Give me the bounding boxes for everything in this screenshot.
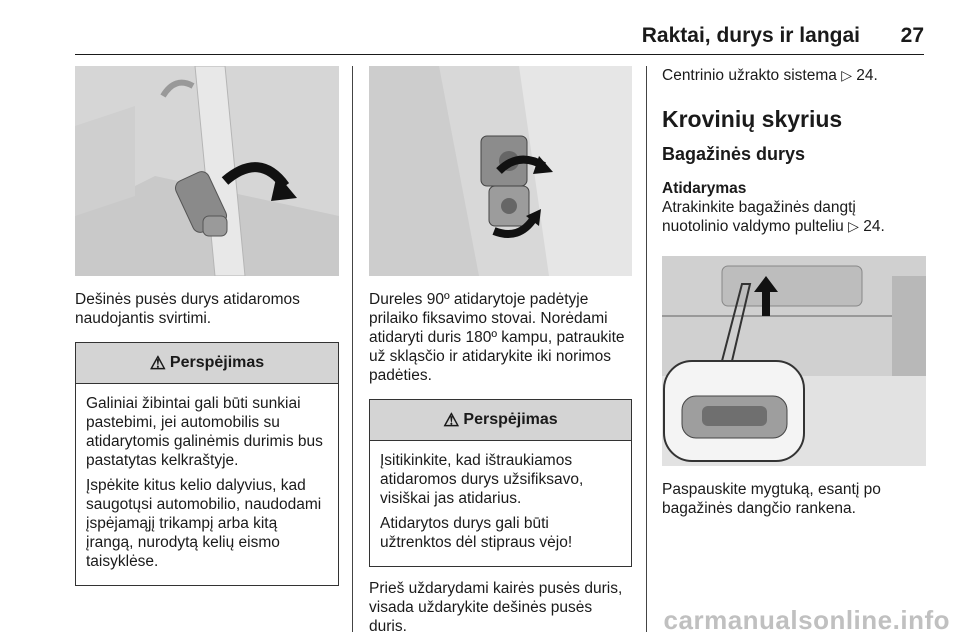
instruction-text: Atrakinkite bagažinės dangtį nuotolinio valdymo pulteliu <box>662 199 856 235</box>
column-3 <box>662 66 926 518</box>
warning-paragraph: Įsitikinkite, kad ištraukiamos atidaromos durys užsifiksavo, visiškai jas atidarius. <box>380 452 584 507</box>
warning-body-2 <box>370 441 631 566</box>
caption-door-stop: Dureles 90º atidarytoje padėtyje prilaiko fiksavimo stovai. Norėdami atidaryti duris 180º kampu, patraukite už skląsčio ir atidarykite iki norimos padėties. <box>369 291 625 384</box>
reference-arrow-icon: ▷ <box>841 67 852 83</box>
page-number: 27 <box>900 24 924 47</box>
reference-arrow-icon: ▷ <box>848 218 859 234</box>
column-divider-1 <box>352 66 353 632</box>
warning-triangle-icon: ⚠ <box>149 352 166 373</box>
column-divider-2 <box>646 66 647 632</box>
reference-text: Centrinio užrakto sistema <box>662 67 837 84</box>
warning-header-1 <box>76 343 338 384</box>
door-stop-illustration <box>369 66 632 276</box>
caption-tailgate: Paspauskite mygtuką, esantį po bagažinės dangčio rankena. <box>662 481 881 517</box>
warning-paragraph: Atidarytos durys gali būti užtrenktos dėl stipraus vėjo! <box>380 515 573 551</box>
central-lock-reference <box>662 66 926 85</box>
warning-triangle-icon: ⚠ <box>443 409 460 430</box>
warning-body-1 <box>76 384 338 585</box>
column-1 <box>75 66 339 586</box>
warning-header-2 <box>370 400 631 441</box>
closing-instruction: Prieš uždarydami kairės pusės duris, visada uždarykite dešinės pusės duris. <box>369 580 623 635</box>
header-divider <box>75 54 924 55</box>
warning-box-1 <box>75 342 339 586</box>
caption-lever: Dešinės pusės durys atidaromos naudojantis svirtimi. <box>75 291 300 327</box>
warning-paragraph: Galiniai žibintai gali būti sunkiai pastebimi, jei automobilis su atidarytomis galinėmis durimis bus pastatytas kelkraštyje. <box>86 395 323 469</box>
page-header <box>0 0 960 56</box>
reference-page: 24. <box>856 67 878 84</box>
watermark: carmanualsonline.info <box>663 605 950 635</box>
subsection-heading: Bagažinės durys <box>662 144 806 164</box>
column-2 <box>369 66 632 636</box>
warning-title-1: Perspėjimas <box>169 354 265 371</box>
section-title: Raktai, durys ir langai <box>641 24 860 47</box>
opening-heading: Atidarymas <box>662 180 747 197</box>
warning-box-2 <box>369 399 632 567</box>
door-lever-illustration <box>75 66 339 276</box>
tailgate-button-illustration <box>662 256 926 466</box>
opening-instruction <box>662 198 926 236</box>
warning-paragraph: Įspėkite kitus kelio dalyvius, kad saugotųsi automobilio, naudodami įspėjamąjį trikampį arba kitą įrangą, nurodytą kelių eismo taisyklėse. <box>86 477 322 570</box>
reference-page: 24. <box>863 218 885 235</box>
warning-title-2: Perspėjimas <box>463 411 558 428</box>
section-heading: Krovinių skyrius <box>662 106 843 132</box>
